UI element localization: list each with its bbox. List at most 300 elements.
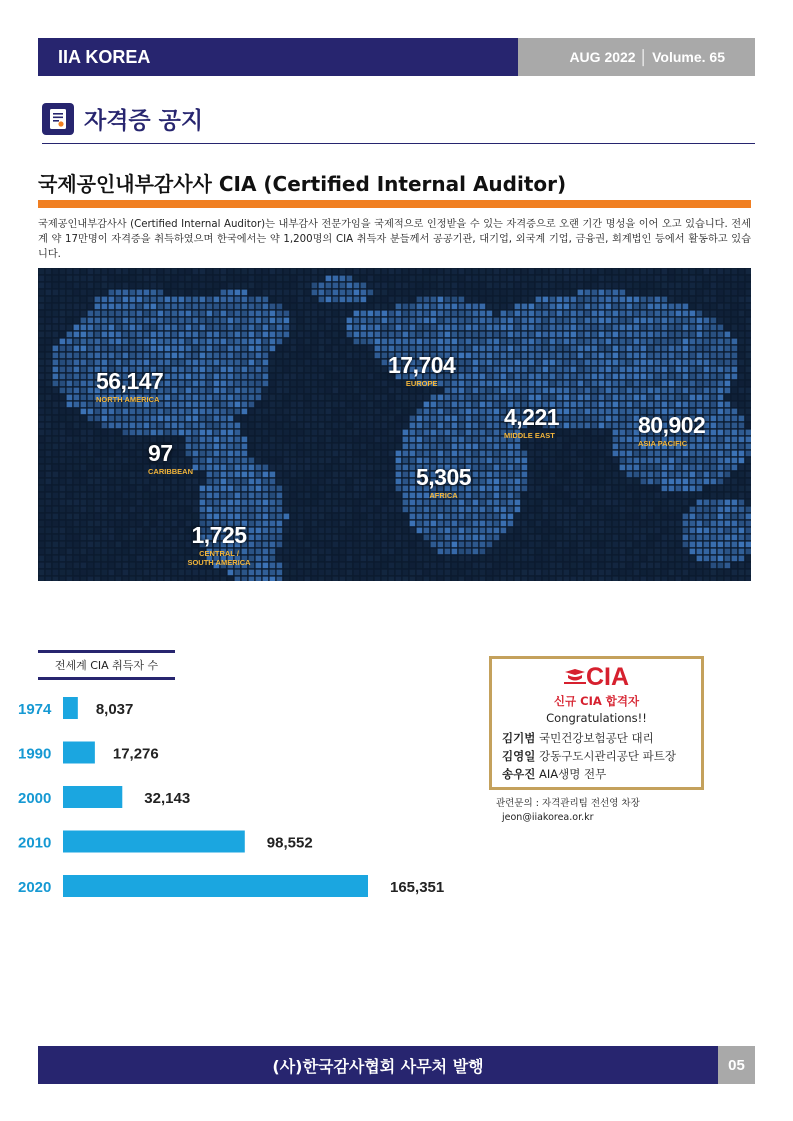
land-tile bbox=[347, 290, 353, 296]
ocean-tile bbox=[711, 486, 717, 492]
ocean-tile bbox=[375, 276, 381, 282]
ocean-tile bbox=[368, 276, 374, 282]
ocean-tile bbox=[39, 381, 45, 387]
ocean-tile bbox=[144, 276, 150, 282]
ocean-tile bbox=[305, 423, 311, 429]
ocean-tile bbox=[382, 304, 388, 310]
ocean-tile bbox=[88, 528, 94, 534]
ocean-tile bbox=[431, 388, 437, 394]
region-value: 1,725 bbox=[191, 522, 247, 548]
ocean-tile bbox=[704, 290, 710, 296]
ocean-tile bbox=[53, 549, 59, 555]
ocean-tile bbox=[326, 542, 332, 548]
land-tile bbox=[697, 402, 703, 408]
land-tile bbox=[116, 297, 122, 303]
land-tile bbox=[235, 577, 241, 581]
land-tile bbox=[193, 409, 199, 415]
ocean-tile bbox=[39, 507, 45, 513]
land-tile bbox=[487, 346, 493, 352]
ocean-tile bbox=[396, 570, 402, 576]
ocean-tile bbox=[186, 269, 192, 275]
ocean-tile bbox=[564, 542, 570, 548]
land-tile bbox=[326, 297, 332, 303]
land-tile bbox=[452, 332, 458, 338]
land-tile bbox=[214, 304, 220, 310]
land-tile bbox=[718, 395, 724, 401]
ocean-tile bbox=[557, 577, 563, 581]
ocean-tile bbox=[298, 514, 304, 520]
ocean-tile bbox=[298, 395, 304, 401]
land-tile bbox=[662, 402, 668, 408]
land-tile bbox=[585, 423, 591, 429]
land-tile bbox=[403, 444, 409, 450]
ocean-tile bbox=[704, 311, 710, 317]
land-tile bbox=[669, 318, 675, 324]
land-tile bbox=[200, 311, 206, 317]
ocean-tile bbox=[179, 556, 185, 562]
land-tile bbox=[249, 381, 255, 387]
land-tile bbox=[501, 507, 507, 513]
land-tile bbox=[739, 528, 745, 534]
ocean-tile bbox=[53, 472, 59, 478]
ocean-tile bbox=[130, 521, 136, 527]
ocean-tile bbox=[109, 430, 115, 436]
ocean-tile bbox=[263, 402, 269, 408]
ocean-tile bbox=[214, 570, 220, 576]
ocean-tile bbox=[732, 577, 738, 581]
title-underline bbox=[38, 200, 751, 208]
land-tile bbox=[536, 388, 542, 394]
ocean-tile bbox=[634, 276, 640, 282]
ocean-tile bbox=[557, 479, 563, 485]
land-tile bbox=[67, 374, 73, 380]
land-tile bbox=[382, 353, 388, 359]
ocean-tile bbox=[165, 269, 171, 275]
land-tile bbox=[522, 479, 528, 485]
land-tile bbox=[501, 451, 507, 457]
ocean-tile bbox=[123, 556, 129, 562]
ocean-tile bbox=[620, 269, 626, 275]
ocean-tile bbox=[585, 444, 591, 450]
land-tile bbox=[277, 528, 283, 534]
land-tile bbox=[613, 381, 619, 387]
ocean-tile bbox=[242, 269, 248, 275]
land-tile bbox=[585, 374, 591, 380]
land-tile bbox=[53, 346, 59, 352]
ocean-tile bbox=[746, 332, 751, 338]
land-tile bbox=[431, 332, 437, 338]
land-tile bbox=[221, 493, 227, 499]
land-tile bbox=[88, 332, 94, 338]
ocean-tile bbox=[410, 290, 416, 296]
ocean-tile bbox=[361, 388, 367, 394]
ocean-tile bbox=[739, 290, 745, 296]
land-tile bbox=[60, 339, 66, 345]
land-tile bbox=[543, 388, 549, 394]
ocean-tile bbox=[571, 577, 577, 581]
ocean-tile bbox=[361, 514, 367, 520]
land-tile bbox=[536, 367, 542, 373]
ocean-tile bbox=[746, 409, 751, 415]
land-tile bbox=[627, 395, 633, 401]
ocean-tile bbox=[74, 444, 80, 450]
ocean-tile bbox=[340, 507, 346, 513]
ocean-tile bbox=[375, 423, 381, 429]
ocean-tile bbox=[578, 528, 584, 534]
ocean-tile bbox=[508, 528, 514, 534]
ocean-tile bbox=[326, 353, 332, 359]
land-tile bbox=[494, 346, 500, 352]
ocean-tile bbox=[438, 556, 444, 562]
ocean-tile bbox=[620, 542, 626, 548]
ocean-tile bbox=[333, 486, 339, 492]
ocean-tile bbox=[67, 479, 73, 485]
ocean-tile bbox=[557, 465, 563, 471]
land-tile bbox=[732, 458, 738, 464]
ocean-tile bbox=[431, 269, 437, 275]
land-tile bbox=[242, 465, 248, 471]
ocean-tile bbox=[529, 297, 535, 303]
land-tile bbox=[599, 374, 605, 380]
ocean-tile bbox=[291, 451, 297, 457]
land-tile bbox=[466, 444, 472, 450]
ocean-tile bbox=[550, 444, 556, 450]
land-tile bbox=[494, 409, 500, 415]
land-tile bbox=[522, 465, 528, 471]
ocean-tile bbox=[158, 577, 164, 581]
ocean-tile bbox=[571, 535, 577, 541]
ocean-tile bbox=[179, 283, 185, 289]
ocean-tile bbox=[312, 381, 318, 387]
land-tile bbox=[200, 318, 206, 324]
ocean-tile bbox=[578, 283, 584, 289]
ocean-tile bbox=[725, 304, 731, 310]
ocean-tile bbox=[298, 381, 304, 387]
ocean-tile bbox=[53, 542, 59, 548]
land-tile bbox=[172, 402, 178, 408]
land-tile bbox=[620, 374, 626, 380]
land-tile bbox=[109, 360, 115, 366]
ocean-tile bbox=[60, 395, 66, 401]
ocean-tile bbox=[375, 528, 381, 534]
ocean-tile bbox=[46, 514, 52, 520]
land-tile bbox=[186, 381, 192, 387]
ocean-tile bbox=[606, 486, 612, 492]
land-tile bbox=[102, 311, 108, 317]
land-tile bbox=[627, 409, 633, 415]
land-tile bbox=[683, 451, 689, 457]
land-tile bbox=[466, 346, 472, 352]
land-tile bbox=[746, 535, 751, 541]
ocean-tile bbox=[704, 304, 710, 310]
ocean-tile bbox=[123, 514, 129, 520]
ocean-tile bbox=[53, 514, 59, 520]
ocean-tile bbox=[333, 346, 339, 352]
land-tile bbox=[67, 402, 73, 408]
ocean-tile bbox=[137, 458, 143, 464]
ocean-tile bbox=[46, 304, 52, 310]
ocean-tile bbox=[452, 276, 458, 282]
ocean-tile bbox=[291, 521, 297, 527]
land-tile bbox=[536, 304, 542, 310]
land-tile bbox=[620, 423, 626, 429]
land-tile bbox=[515, 339, 521, 345]
land-tile bbox=[494, 318, 500, 324]
ocean-tile bbox=[305, 311, 311, 317]
ocean-tile bbox=[522, 521, 528, 527]
ocean-tile bbox=[550, 500, 556, 506]
land-tile bbox=[592, 339, 598, 345]
ocean-tile bbox=[529, 493, 535, 499]
ocean-tile bbox=[291, 360, 297, 366]
land-tile bbox=[200, 367, 206, 373]
ocean-tile bbox=[557, 486, 563, 492]
ocean-tile bbox=[641, 577, 647, 581]
land-tile bbox=[676, 465, 682, 471]
ocean-tile bbox=[410, 542, 416, 548]
ocean-tile bbox=[375, 549, 381, 555]
ocean-tile bbox=[305, 339, 311, 345]
ocean-tile bbox=[725, 486, 731, 492]
ocean-tile bbox=[746, 465, 751, 471]
land-tile bbox=[571, 353, 577, 359]
ocean-tile bbox=[256, 444, 262, 450]
ocean-tile bbox=[277, 297, 283, 303]
ocean-tile bbox=[81, 493, 87, 499]
ocean-tile bbox=[53, 423, 59, 429]
ocean-tile bbox=[725, 395, 731, 401]
ocean-tile bbox=[291, 381, 297, 387]
ocean-tile bbox=[305, 388, 311, 394]
ocean-tile bbox=[746, 367, 751, 373]
ocean-tile bbox=[319, 542, 325, 548]
land-tile bbox=[256, 304, 262, 310]
ocean-tile bbox=[249, 444, 255, 450]
land-tile bbox=[179, 360, 185, 366]
land-tile bbox=[669, 381, 675, 387]
ocean-tile bbox=[501, 570, 507, 576]
land-tile bbox=[214, 325, 220, 331]
land-tile bbox=[697, 325, 703, 331]
ocean-tile bbox=[683, 283, 689, 289]
ocean-tile bbox=[543, 507, 549, 513]
ocean-tile bbox=[116, 514, 122, 520]
ocean-tile bbox=[46, 332, 52, 338]
region-name: ASIA PACIFIC bbox=[638, 439, 688, 448]
ocean-tile bbox=[53, 416, 59, 422]
ocean-tile bbox=[305, 325, 311, 331]
ocean-tile bbox=[102, 528, 108, 534]
land-tile bbox=[473, 332, 479, 338]
ocean-tile bbox=[606, 493, 612, 499]
ocean-tile bbox=[95, 528, 101, 534]
land-tile bbox=[193, 353, 199, 359]
land-tile bbox=[515, 479, 521, 485]
ocean-tile bbox=[564, 276, 570, 282]
land-tile bbox=[137, 353, 143, 359]
land-tile bbox=[585, 304, 591, 310]
ocean-tile bbox=[298, 283, 304, 289]
ocean-tile bbox=[522, 549, 528, 555]
ocean-tile bbox=[326, 549, 332, 555]
ocean-tile bbox=[60, 318, 66, 324]
land-tile bbox=[648, 451, 654, 457]
ocean-tile bbox=[123, 507, 129, 513]
land-tile bbox=[445, 528, 451, 534]
ocean-tile bbox=[655, 507, 661, 513]
ocean-tile bbox=[347, 423, 353, 429]
ocean-tile bbox=[193, 577, 199, 581]
ocean-tile bbox=[137, 521, 143, 527]
ocean-tile bbox=[305, 367, 311, 373]
ocean-tile bbox=[613, 283, 619, 289]
ocean-tile bbox=[515, 577, 521, 581]
land-tile bbox=[725, 563, 731, 569]
land-tile bbox=[445, 444, 451, 450]
land-tile bbox=[130, 332, 136, 338]
land-tile bbox=[606, 325, 612, 331]
ocean-tile bbox=[165, 493, 171, 499]
ocean-tile bbox=[123, 444, 129, 450]
ocean-tile bbox=[494, 276, 500, 282]
land-tile bbox=[431, 444, 437, 450]
ocean-tile bbox=[361, 500, 367, 506]
land-tile bbox=[459, 332, 465, 338]
land-tile bbox=[662, 395, 668, 401]
ocean-tile bbox=[319, 437, 325, 443]
ocean-tile bbox=[746, 458, 751, 464]
ocean-tile bbox=[53, 395, 59, 401]
land-tile bbox=[235, 353, 241, 359]
land-tile bbox=[228, 353, 234, 359]
land-tile bbox=[718, 374, 724, 380]
ocean-tile bbox=[564, 521, 570, 527]
land-tile bbox=[130, 409, 136, 415]
land-tile bbox=[109, 339, 115, 345]
ocean-tile bbox=[312, 339, 318, 345]
land-tile bbox=[718, 451, 724, 457]
ocean-tile bbox=[298, 353, 304, 359]
ocean-tile bbox=[704, 577, 710, 581]
land-tile bbox=[480, 500, 486, 506]
land-tile bbox=[711, 521, 717, 527]
ocean-tile bbox=[67, 430, 73, 436]
land-tile bbox=[578, 360, 584, 366]
land-tile bbox=[445, 423, 451, 429]
land-tile bbox=[235, 325, 241, 331]
land-tile bbox=[578, 297, 584, 303]
land-tile bbox=[382, 332, 388, 338]
land-tile bbox=[529, 311, 535, 317]
land-tile bbox=[95, 339, 101, 345]
ocean-tile bbox=[368, 507, 374, 513]
ocean-tile bbox=[347, 409, 353, 415]
land-tile bbox=[172, 430, 178, 436]
ocean-tile bbox=[739, 381, 745, 387]
land-tile bbox=[193, 360, 199, 366]
ocean-tile bbox=[88, 283, 94, 289]
ocean-tile bbox=[53, 493, 59, 499]
land-tile bbox=[676, 451, 682, 457]
land-tile bbox=[207, 514, 213, 520]
ocean-tile bbox=[347, 451, 353, 457]
land-tile bbox=[326, 290, 332, 296]
land-tile bbox=[130, 325, 136, 331]
ocean-tile bbox=[305, 500, 311, 506]
ocean-tile bbox=[340, 493, 346, 499]
ocean-tile bbox=[123, 486, 129, 492]
ocean-tile bbox=[739, 276, 745, 282]
ocean-tile bbox=[88, 458, 94, 464]
ocean-tile bbox=[116, 451, 122, 457]
land-tile bbox=[557, 374, 563, 380]
ocean-tile bbox=[347, 353, 353, 359]
land-tile bbox=[382, 318, 388, 324]
land-tile bbox=[592, 416, 598, 422]
ocean-tile bbox=[550, 570, 556, 576]
ocean-tile bbox=[298, 374, 304, 380]
land-tile bbox=[655, 395, 661, 401]
ocean-tile bbox=[592, 444, 598, 450]
land-tile bbox=[452, 514, 458, 520]
land-tile bbox=[690, 465, 696, 471]
land-tile bbox=[375, 318, 381, 324]
ocean-tile bbox=[557, 493, 563, 499]
land-tile bbox=[515, 381, 521, 387]
land-tile bbox=[347, 297, 353, 303]
land-tile bbox=[739, 521, 745, 527]
land-tile bbox=[718, 437, 724, 443]
land-tile bbox=[256, 577, 262, 581]
land-tile bbox=[543, 325, 549, 331]
land-tile bbox=[732, 409, 738, 415]
land-tile bbox=[249, 304, 255, 310]
land-tile bbox=[256, 570, 262, 576]
land-tile bbox=[676, 346, 682, 352]
land-tile bbox=[459, 535, 465, 541]
land-tile bbox=[368, 325, 374, 331]
ocean-tile bbox=[340, 570, 346, 576]
ocean-tile bbox=[536, 472, 542, 478]
land-tile bbox=[193, 465, 199, 471]
article-title: 국제공인내부감사사 CIA (Certified Internal Auditor) bbox=[38, 172, 567, 196]
ocean-tile bbox=[620, 514, 626, 520]
land-tile bbox=[445, 542, 451, 548]
ocean-tile bbox=[599, 556, 605, 562]
ocean-tile bbox=[200, 276, 206, 282]
ocean-tile bbox=[690, 563, 696, 569]
land-tile bbox=[228, 493, 234, 499]
land-tile bbox=[284, 318, 290, 324]
ocean-tile bbox=[312, 304, 318, 310]
land-tile bbox=[557, 395, 563, 401]
land-tile bbox=[459, 549, 465, 555]
ocean-tile bbox=[326, 507, 332, 513]
land-tile bbox=[683, 332, 689, 338]
land-tile bbox=[634, 325, 640, 331]
ocean-tile bbox=[606, 514, 612, 520]
ocean-tile bbox=[270, 360, 276, 366]
ocean-tile bbox=[655, 486, 661, 492]
ocean-tile bbox=[361, 430, 367, 436]
land-tile bbox=[81, 332, 87, 338]
land-tile bbox=[732, 430, 738, 436]
land-tile bbox=[487, 332, 493, 338]
land-tile bbox=[431, 430, 437, 436]
ocean-tile bbox=[39, 563, 45, 569]
land-tile bbox=[585, 416, 591, 422]
ocean-tile bbox=[291, 486, 297, 492]
